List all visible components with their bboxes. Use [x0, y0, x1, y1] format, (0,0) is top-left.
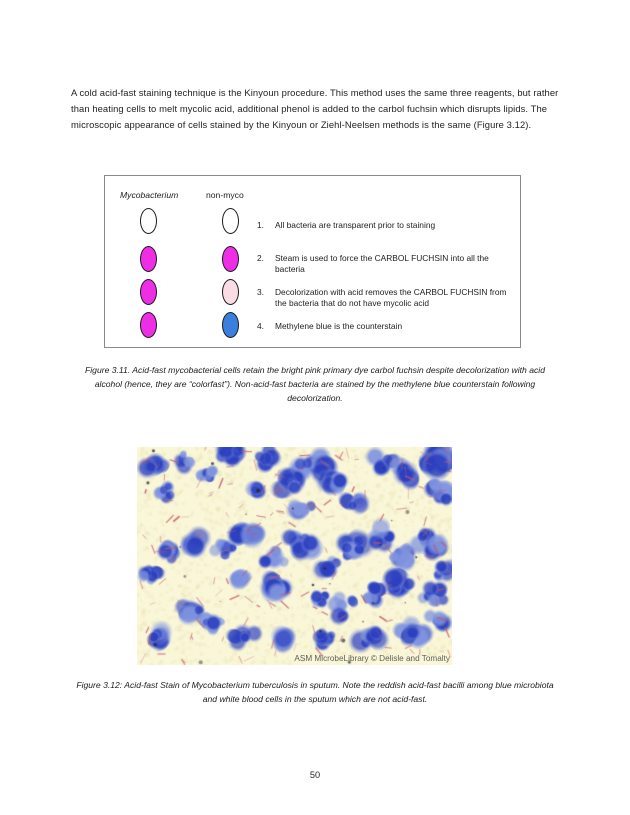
cell-oval-mycobacterium-step3: [140, 279, 157, 305]
figure-312-caption: Figure 3.12: Acid-fast Stain of Mycobacterium tuberculosis in sputum. Note the reddish acid-fast bacilli among blue microbiota and white blood cells in the sputum which are not acid-fast.: [76, 680, 554, 705]
step-text-1: All bacteria are transparent prior to staining: [275, 220, 436, 230]
step-number-1: 1.: [257, 220, 264, 230]
micrograph-watermark: ASM MicrobeLibrary © Delisle and Tomalty: [294, 654, 450, 663]
cell-oval-non-myco-step2: [222, 246, 239, 272]
cell-oval-non-myco-step1: [222, 208, 239, 234]
step-number-2: 2.: [257, 253, 264, 263]
step-text-3: Decolorization with acid removes the CARBOL FUCHSIN from the bacteria that do not have mycolic acid: [275, 287, 507, 309]
step-text-2: Steam is used to force the CARBOL FUCHSIN into all the bacteria: [275, 253, 489, 275]
cell-oval-non-myco-step4: [222, 312, 239, 338]
figure-311-diagram: [104, 175, 521, 348]
column-header-mycobacterium: Mycobacterium: [120, 190, 179, 200]
column-header-non-myco: non-myco: [206, 190, 244, 200]
figure-312-micrograph: [137, 447, 452, 665]
cell-oval-mycobacterium-step4: [140, 312, 157, 338]
body-paragraph: A cold acid-fast staining technique is the Kinyoun procedure. This method uses the same three reagents, but rather than heating cells to melt mycolic acid, additional phenol is added to the carbol fuchsin which disrupts lipids. The microscopic appearance of cells stained by the Kinyoun or Ziehl-Neelsen methods is the same (Figure 3.12).: [71, 87, 559, 131]
figure-311-caption: Figure 3.11. Acid-fast mycobacterial cells retain the bright pink primary dye carbol fuchsin despite decolorization with acid alcohol (hence, they are “colorfast”). Non-acid-fast bacteria are stained by the methylene blue counterstain following decolorization.: [85, 365, 545, 404]
cell-oval-non-myco-step3: [222, 279, 239, 305]
micrograph-image: [137, 447, 452, 665]
page-number: 50: [309, 770, 321, 780]
step-text-4: Methylene blue is the counterstain: [275, 321, 403, 331]
step-number-3: 3.: [257, 287, 264, 297]
cell-oval-mycobacterium-step2: [140, 246, 157, 272]
cell-oval-mycobacterium-step1: [140, 208, 157, 234]
step-number-4: 4.: [257, 321, 264, 331]
